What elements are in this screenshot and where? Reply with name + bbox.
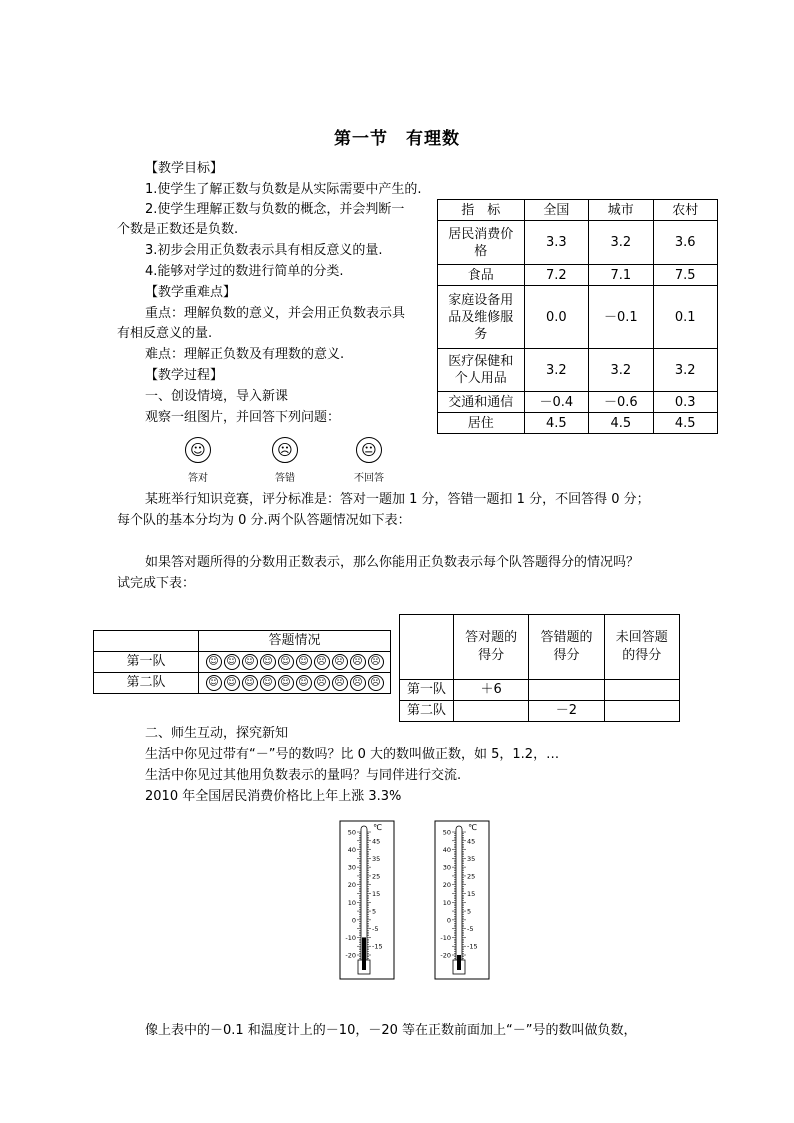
- table-cell: 3.2: [589, 349, 653, 392]
- table-cell: 4.5: [653, 413, 717, 434]
- body-text: 生活中你见过带有“－”号的数吗？比 0 大的数叫做正数，如 5，1.2，…: [145, 747, 560, 762]
- scale-label: 30: [347, 863, 356, 872]
- emoji-skip: [339, 437, 399, 484]
- scale-label: 40: [442, 846, 451, 855]
- faces-cell: ☺ ☺ ☺ ☺ ☺ ☺ ☹ ☹ ☹ ☹: [199, 673, 391, 694]
- scale-label: 5: [372, 907, 377, 916]
- answer-status-table: [93, 630, 391, 694]
- emoji-label: 答错: [275, 473, 295, 484]
- table-cell: [529, 680, 604, 701]
- scale-label: 25: [372, 872, 381, 881]
- scale-label: 45: [372, 837, 381, 846]
- page-title: 第一节 有理数: [334, 129, 460, 149]
- table-header: 答对题的得分: [453, 615, 528, 680]
- emoji-label: 不回答: [354, 473, 384, 484]
- mercury-level: [457, 955, 461, 970]
- smile-face-icon: ☺: [185, 437, 211, 463]
- table-header: 未回答题的得分: [604, 615, 679, 680]
- difficulty-text: 难点：理解正负数及有理数的意义.: [145, 347, 345, 362]
- scale-label: 0: [446, 916, 451, 925]
- scale-label: 35: [372, 854, 381, 863]
- table-cell: 3.6: [653, 221, 717, 265]
- competition-text: 每个队的基本分均为 0 分.两个队答题情况如下表：: [117, 513, 411, 528]
- table-cell: 0.1: [653, 286, 717, 349]
- scale-label: 30: [442, 863, 451, 872]
- table-header: 城市: [589, 200, 653, 221]
- scale-label: 35: [467, 854, 476, 863]
- scale-label: 25: [467, 872, 476, 881]
- table-cell: 4.5: [524, 413, 588, 434]
- score-table: [399, 614, 680, 722]
- table-header: 农村: [653, 200, 717, 221]
- table-cell: 0.0: [524, 286, 588, 349]
- neutral-face-icon: 😐: [356, 437, 382, 463]
- table-cell: 7.5: [653, 265, 717, 286]
- scale-label: 10: [347, 898, 356, 907]
- focus-text: 有相反意义的量.: [117, 326, 213, 341]
- competition-text: 某班举行知识竞赛，评分标准是：答对一题加 1 分，答错一题扣 1 分，不回答得 0 分；: [145, 492, 650, 507]
- scale-label: 0: [351, 916, 356, 925]
- scale-label: -10: [345, 933, 356, 942]
- table-cell: 4.5: [589, 413, 653, 434]
- body-text: 生活中你见过其他用负数表示的量吗？与同伴进行交流.: [145, 768, 462, 783]
- unit-label: ℃: [373, 823, 382, 832]
- mercury-level: [362, 937, 366, 970]
- table-cell: 医疗保健和个人用品: [438, 349, 525, 392]
- scale-label: -15: [467, 942, 478, 951]
- scale-label: 15: [372, 890, 381, 898]
- table-cell: 交通和通信: [438, 392, 525, 413]
- scale-label: 50: [442, 828, 451, 837]
- table-cell: 7.1: [589, 265, 653, 286]
- table-cell: 3.3: [524, 221, 588, 265]
- team-name: 第二队: [400, 701, 454, 722]
- table-cell: 3.2: [524, 349, 588, 392]
- sad-face-icon: ☹: [272, 437, 298, 463]
- team-name: 第一队: [400, 680, 454, 701]
- table-cell: 食品: [438, 265, 525, 286]
- scale-label: -5: [372, 925, 379, 934]
- table-cell: 3.2: [589, 221, 653, 265]
- observe-text: 观察一组图片，并回答下列问题：: [145, 410, 341, 425]
- scale-label: 20: [347, 881, 356, 890]
- thermometer-left: [340, 821, 394, 979]
- table-header: 答题情况: [199, 631, 391, 652]
- scale-label: 40: [347, 846, 356, 855]
- table-cell: 0.3: [653, 392, 717, 413]
- goals-heading: 【教学目标】: [145, 161, 224, 176]
- focus-text: 重点：理解负数的意义，并会用正负数表示具: [145, 306, 406, 321]
- team-name: 第二队: [94, 673, 199, 694]
- table-cell: －0.1: [589, 286, 653, 349]
- body-text: 2010 年全国居民消费价格比上年上涨 3.3%: [145, 789, 402, 804]
- scale-label: 45: [467, 837, 476, 846]
- thermometer-right: [435, 821, 489, 979]
- question-text: 如果答对题所得的分数用正数表示，那么你能用正负数表示每个队答题得分的情况吗？: [145, 555, 640, 570]
- table-header: 答错题的得分: [529, 615, 604, 680]
- table-cell: 居民消费价格: [438, 221, 525, 265]
- section-heading: 一、创设情境，导入新课: [145, 389, 289, 404]
- table-cell: 居住: [438, 413, 525, 434]
- process-heading: 【教学过程】: [145, 368, 224, 383]
- scale-label: 50: [347, 828, 356, 837]
- goal-item: 3.初步会用正负数表示具有相反意义的量.: [145, 243, 383, 258]
- key-points-heading: 【教学重难点】: [145, 285, 237, 300]
- table-cell: 7.2: [524, 265, 588, 286]
- table-cell: 3.2: [653, 349, 717, 392]
- unit-label: ℃: [468, 823, 477, 832]
- scale-label: -5: [467, 925, 474, 934]
- table-cell: －2: [529, 701, 604, 722]
- scale-label: -20: [440, 951, 451, 960]
- emoji-label: 答对: [188, 473, 208, 484]
- table-cell: [453, 701, 528, 722]
- table-cell: ＋6: [453, 680, 528, 701]
- table-header: 全国: [524, 200, 588, 221]
- body-text: 像上表中的－0.1 和温度计上的－10，－20 等在正数前面加上“－”号的数叫做负数，: [145, 1023, 637, 1038]
- cpi-table: [437, 199, 718, 434]
- goal-item: 2.使学生理解正数与负数的概念，并会判断一: [145, 202, 405, 217]
- scale-label: 15: [467, 890, 476, 898]
- table-cell: [604, 680, 679, 701]
- emoji-correct: [168, 437, 228, 484]
- faces-cell: ☺ ☺ ☺ ☺ ☺ ☺ ☹ ☹ ☹ ☹: [199, 652, 391, 673]
- table-cell: －0.4: [524, 392, 588, 413]
- scale-label: -15: [372, 942, 383, 951]
- table-header: 指 标: [438, 200, 525, 221]
- goal-item: 4.能够对学过的数进行简单的分类.: [145, 264, 344, 279]
- scale-label: -20: [345, 951, 356, 960]
- goal-item: 1.使学生了解正数与负数是从实际需要中产生的.: [145, 182, 422, 197]
- scale-label: 10: [442, 898, 451, 907]
- table-cell: 家庭设备用品及维修服务: [438, 286, 525, 349]
- section-heading: 二、师生互动，探究新知: [145, 726, 289, 741]
- scale-label: 5: [467, 907, 472, 916]
- goal-item: 个数是正数还是负数.: [117, 222, 239, 237]
- emoji-wrong: [255, 437, 315, 484]
- scale-label: -10: [440, 933, 451, 942]
- table-cell: －0.6: [589, 392, 653, 413]
- thermometers-figure: [339, 820, 499, 982]
- question-text: 试完成下表：: [117, 576, 196, 591]
- table-cell: [604, 701, 679, 722]
- team-name: 第一队: [94, 652, 199, 673]
- scale-label: 20: [442, 881, 451, 890]
